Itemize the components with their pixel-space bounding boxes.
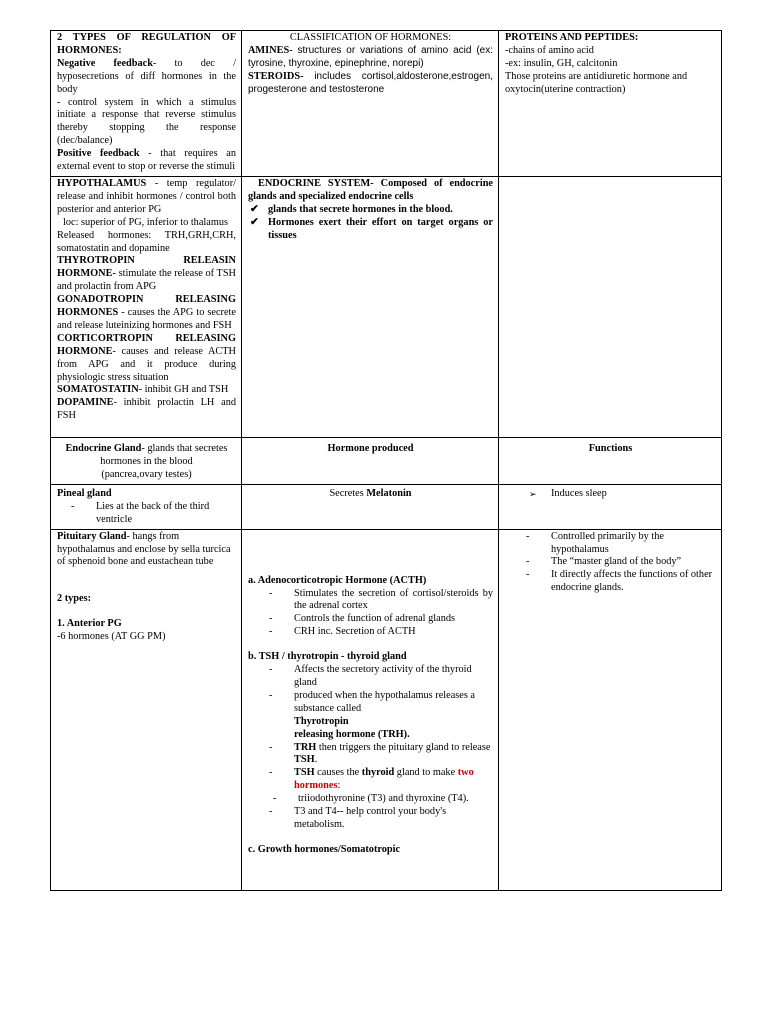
proteins-line: -ex: insulin, GH, calcitonin: [505, 57, 618, 69]
negative-feedback-text: Negative feedback- to dec / hyposecretions of diff hormones in the body: [57, 57, 236, 95]
crh-text: CORTICORTROPIN RELEASING HORMONE- causes and release ACTH from APG and it produce during physiologic stress situation: [57, 332, 236, 383]
trh-text: THYROTROPIN RELEASIN HORMONE- stimulate the release of TSH and prolactin from APG: [57, 255, 236, 293]
classification-title: CLASSIFICATION OF HORMONES:: [289, 32, 452, 43]
check-icon: ✔: [250, 203, 259, 215]
somatostatin-text: SOMATOSTATIN- inhibit GH and TSH: [57, 384, 229, 396]
header-functions: Functions: [499, 438, 722, 485]
tsh-title: b. TSH / thyrotropin - thyroid gland: [248, 651, 407, 663]
dopamine-text: DOPAMINE- inhibit prolactin LH and FSH: [57, 397, 236, 422]
spacer: [57, 569, 236, 593]
list-item: ✔ glands that secrete hormones in the blood.: [250, 203, 453, 215]
hypothalamus-text: HYPOTHALAMUS - temp regulator/ release and inhibit hormones / control both posterior and anterior PG: [57, 177, 236, 215]
control-system-text: - control system in which a stimulus initiate a response that reverse stimulus thereby stopping the response (dec/balance): [57, 96, 236, 147]
list-item: - Controlled primarily by the hypothalamus: [551, 531, 716, 557]
list-item: ✔ Hormones exert their effort on target organs or tissues: [250, 216, 493, 241]
pineal-list: [57, 501, 236, 527]
positive-feedback-text: Positive feedback - that requires an external event to stop or reverse the stimuli: [57, 148, 236, 173]
acth-list: [248, 588, 493, 640]
list-item: - CRH inc. Secretion of ACTH: [294, 626, 493, 639]
endocrine-system-cell: [242, 176, 499, 437]
proteins-line: Those proteins are antidiuretic hormone and oxytocin(uterine contraction): [505, 70, 688, 95]
table-row: [51, 31, 722, 177]
pineal-gland-cell: [51, 484, 242, 529]
table-row: [51, 484, 722, 529]
tsh-list: [248, 664, 493, 832]
pituitary-gland-cell: [51, 529, 242, 890]
regulation-cell: [51, 31, 242, 177]
location-text: loc: superior of PG, inferior to thalamus: [63, 216, 229, 228]
proteins-line: -chains of amino acid: [505, 44, 594, 56]
list-item: - TRH then triggers the pituitary gland to release TSH.: [294, 742, 493, 768]
pineal-function-list: [505, 488, 716, 501]
list-item: - The “master gland of the body”: [551, 556, 716, 569]
spacer: [57, 606, 236, 618]
check-icon: ✔: [250, 216, 259, 228]
table-row: [51, 529, 722, 890]
classification-cell: [242, 31, 499, 177]
regulation-title: 2 TYPES OF REGULATION OF HORMONES:: [57, 32, 236, 56]
steroids-text: STEROIDS- includes cortisol,aldosterone,estrogen, progesterone and testosterone: [248, 70, 493, 95]
pituitary-functions-cell: [499, 529, 722, 890]
list-item: - Lies at the back of the third ventricle: [96, 501, 236, 527]
growth-hormone-title: c. Growth hormones/Somatotropic: [248, 843, 401, 855]
pituitary-functions-list: [505, 531, 716, 596]
amines-text: AMINES- structures or variations of amino acid (ex: tyrosine, thyroxine, epinephrine, norepi): [248, 44, 493, 69]
gnrh-text: GONADOTROPIN RELEASING HORMONES - causes the APG to secrete and release luteinizing hormones and FSH: [57, 294, 236, 331]
list-item: - Stimulates the secretion of cortisol/steroids by the adrenal cortex: [294, 588, 493, 614]
hypothalamus-cell: [51, 176, 242, 437]
list-item: - produced when the hypothalamus releases a substance called Thyrotropin releasing hormone (TRH).: [294, 690, 493, 742]
pineal-hormone-cell: Secretes Melatonin: [242, 484, 499, 529]
spacer: [248, 639, 493, 651]
list-item: - triiodothyronine (T3) and thyroxine (T4).: [294, 793, 493, 806]
header-endocrine-gland: Endocrine Gland- glands that secretes hormones in the blood (pancrea,ovary testes): [51, 438, 242, 485]
acth-title: a. Adenocorticotropic Hormone (ACTH): [248, 574, 427, 586]
pituitary-types: 2 types:: [57, 593, 92, 605]
list-item: - It directly affects the functions of other endocrine glands.: [551, 569, 716, 595]
anterior-pg-label: 1. Anterior PG: [57, 618, 122, 630]
check-list: [248, 204, 493, 243]
proteins-title: PROTEINS AND PEPTIDES:: [505, 32, 639, 43]
notes-table: [50, 30, 722, 891]
proteins-cell: [499, 31, 722, 177]
empty-cell: [499, 176, 722, 437]
spacer: [248, 531, 493, 575]
arrow-bullet-icon: ➢: [529, 488, 537, 499]
spacer: [57, 423, 236, 435]
list-item: - Controls the function of adrenal glands: [294, 613, 493, 626]
list-item: - T3 and T4-- help control your body's metabolism.: [294, 806, 493, 832]
list-item: - Affects the secretory activity of the thyroid gland: [294, 664, 493, 690]
pineal-function-cell: [499, 484, 722, 529]
list-item: ➢ Induces sleep: [529, 487, 607, 499]
anterior-pg-text: -6 hormones (AT GG PM): [57, 631, 166, 643]
released-hormones-text: Released hormones: TRH,GRH,CRH, somatostatin and dopamine: [57, 229, 236, 254]
pituitary-description: Pituitary Gland- hangs from hypothalamus and enclose by sella turcica of sphenoid bone and eustachean tube: [57, 530, 231, 568]
pineal-gland-name: Pineal gland: [57, 487, 112, 499]
table-row: [51, 176, 722, 437]
table-header-row: [51, 438, 722, 485]
endocrine-system-title: ENDOCRINE SYSTEM- Composed of endocrine glands and specialized endocrine cells: [248, 177, 493, 202]
header-hormone-produced: Hormone produced: [242, 438, 499, 485]
spacer: [248, 832, 493, 844]
pituitary-hormones-cell: [242, 529, 499, 890]
list-item: - TSH causes the thyroid gland to make two hormones:: [294, 767, 493, 793]
